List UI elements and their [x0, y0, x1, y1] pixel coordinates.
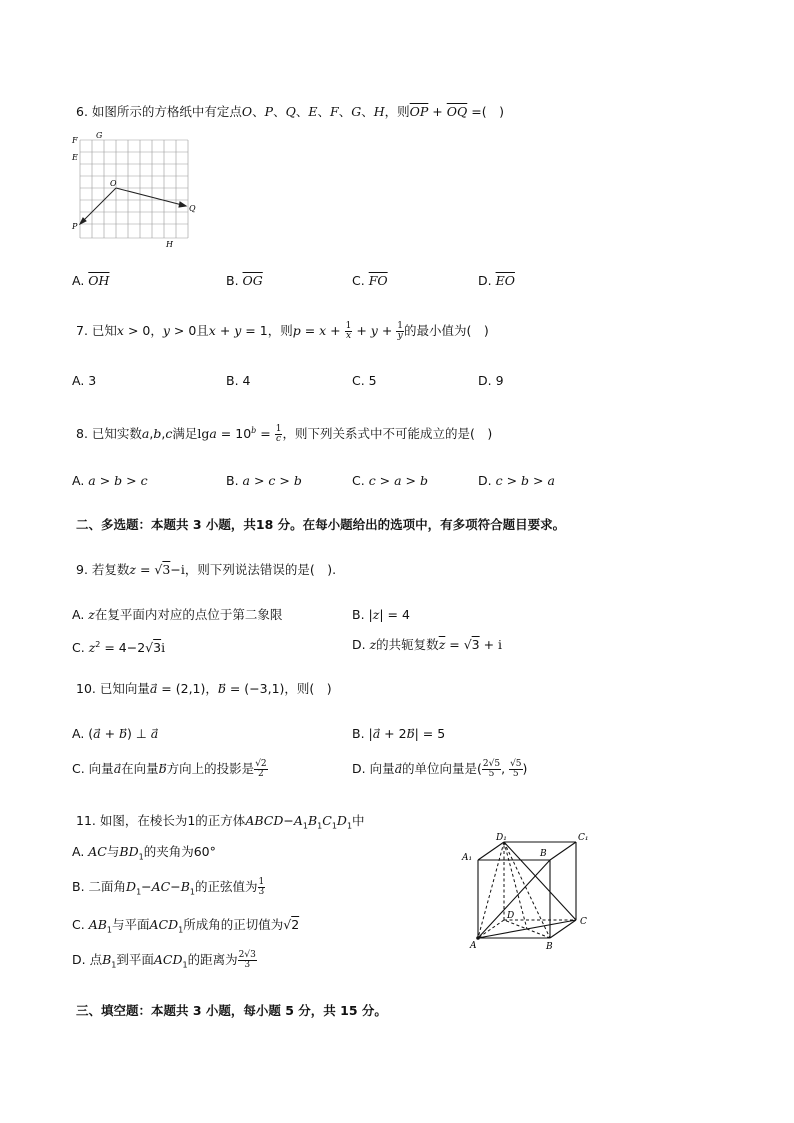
q6-option-b: B. $\overline{OG}$: [226, 273, 263, 288]
label-Q: Q: [189, 204, 196, 213]
q9-option-c: C. $z^2 = 4-2√3i$: [72, 640, 166, 656]
label-B1-top: B: [540, 849, 547, 859]
q11-option-b: B. 二面角$D_1-AC-B_1$的正弦值为 $\frac{1}{3}$: [72, 877, 265, 897]
q10-option-d: D. 向量a⃗的单位向量是( $\frac{2√5}{5}$ , $\frac{√5}{5}$ ): [352, 759, 528, 779]
q9-option-b: B. |z| = 4: [352, 607, 410, 622]
section2-heading: 二、多选题：本题共 3 小题，共18 分。在每小题给出的选项中，有多项符合题目要求。: [76, 517, 566, 532]
q11-stem: 11. 如图，在棱长为1的正方体$ABCD-A_1B_1C_1D_1$中: [76, 813, 365, 831]
label-G: G: [96, 131, 103, 140]
label-P: P: [72, 222, 78, 231]
q10-option-b: B. |a⃗ + 2b⃗| = 5: [352, 726, 446, 741]
label-C1: C₁: [578, 833, 589, 843]
label-A1: A₁: [462, 853, 473, 863]
q7-option-a: A. 3: [72, 373, 97, 388]
q11-option-d: D. 点$B_1$到平面$ACD_1$的距离为 $\frac{2√3}{3}$: [72, 950, 256, 970]
q10-stem: 10. 已知向量a⃗ = (2,1)，b⃗ = (−3,1)，则( ): [76, 681, 332, 696]
q7-option-d: D. 9: [478, 373, 504, 388]
cube-figure: [458, 828, 598, 953]
label-D1: D₁: [496, 833, 507, 843]
label-E: E: [72, 153, 78, 162]
q8-option-d: D. c > b > a: [478, 473, 555, 488]
q10-option-c: C. 向量a⃗在向量b⃗方向上的投影是 $\frac{√2}{2}$: [72, 759, 267, 779]
q11-option-a: A. AC与$BD_1$的夹角为60°: [72, 844, 216, 862]
label-D: D: [507, 911, 515, 921]
section3-heading: 三、填空题：本题共 3 小题，每小题 5 分，共 15 分。: [76, 1003, 387, 1018]
q9-option-a: A. z在复平面内对应的点位于第二象限: [72, 607, 283, 622]
q10-option-a: A. (a⃗ + b⃗) ⊥ a: [72, 726, 159, 741]
q9-option-d: D. z的共轭复数$\overline{z} = √3 + i$: [352, 637, 503, 652]
q6-option-d: D. $\overline{EO}$: [478, 273, 515, 288]
q6-option-c: C. $\overline{FO}$: [352, 273, 388, 288]
q8-option-c: C. c > a > b: [352, 473, 429, 488]
label-F: F: [72, 136, 78, 145]
label-B: B: [546, 942, 553, 952]
q9-stem: 9. 若复数z = √3−i，则下列说法错误的是( ).: [76, 562, 337, 577]
q8-option-b: B. a > c > b: [226, 473, 302, 488]
q6-option-a: A. $\overline{OH}$: [72, 273, 110, 288]
grid-figure: [66, 128, 206, 250]
q7-stem: 7. 已知x > 0，y > 0且x + y = 1，则p = x + $\frac{1}{x}$ + y + $\frac{1}{y}$ 的最小值为( ): [76, 321, 489, 341]
label-A: A: [470, 941, 477, 951]
q7-option-c: C. 5: [352, 373, 377, 388]
label-H: H: [166, 240, 173, 249]
q8-option-a: A. a > b > c: [72, 473, 148, 488]
q7-option-b: B. 4: [226, 373, 251, 388]
q8-stem: 8. 已知实数a,b,c满足$\lg a = 10^b$ = $\frac{1}{c}$ ，则下列关系式中不可能成立的是( ): [76, 424, 493, 445]
q6-stem: 6. 如图所示的方格纸中有定点O、P、Q、E、F、G、H，则$\overline{OP} + \overline{OQ}$ =( ): [76, 104, 504, 119]
q11-option-c: C. $AB_1$与平面$ACD_1$所成角的正切值为√2: [72, 917, 300, 935]
label-C: C: [580, 917, 587, 927]
label-O: O: [110, 179, 117, 188]
